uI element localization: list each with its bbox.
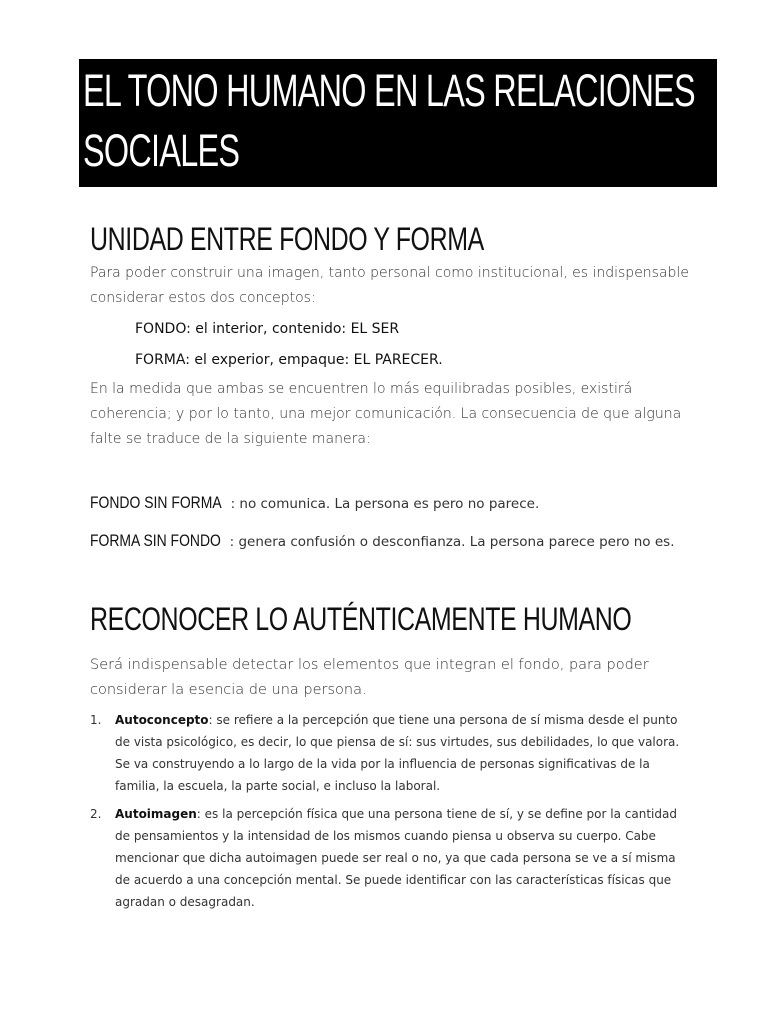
- definition-forma: FORMA: el experior, empaque: EL PARECER.: [135, 352, 443, 368]
- term-forma-sin-fondo: FORMA SIN FONDO: [90, 531, 221, 550]
- title-banner: [79, 59, 717, 187]
- elements-list: [90, 709, 680, 919]
- list-item-text: : se refiere a la percepción que tiene una persona de sí misma desde el punto de vista psicológico, es decir, lo que piensa de sí: sus virtudes, sus debilidades, lo que valora. Se va construyendo a lo largo de la vida por la influencia de personas significativas de la familia, la escuela, la parte social, e incluso la laboral.: [115, 713, 680, 793]
- list-item-number: 2.: [90, 807, 102, 821]
- term-forma-sin-fondo-text: : genera confusión o desconfianza. La persona parece pero no es.: [229, 534, 675, 550]
- definition-fondo: FONDO: el interior, contenido: EL SER: [135, 321, 400, 337]
- section1-intro: Para poder construir una imagen, tanto personal como institucional, es indispensable considerar estos dos conceptos:: [90, 265, 689, 306]
- section1-paragraph: En la medida que ambas se encuentren lo más equilibradas posibles, existirá coherencia; y por lo tanto, una mejor comunicación. La consecuencia de que alguna falte se traduce de la siguiente manera:: [90, 381, 682, 447]
- section2-intro: Será indispensable detectar los elementos que integran el fondo, para poder considerar la esencia de una persona.: [90, 657, 649, 698]
- section-heading-unidad: UNIDAD ENTRE FONDO Y FORMA: [90, 221, 484, 257]
- list-item-term: Autoconcepto: [115, 713, 209, 727]
- list-item-text: : es la percepción física que una persona tiene de sí, y se define por la cantidad de pensamientos y la intensidad de los mismos cuando piensa u observa su cuerpo. Cabe mencionar que dicha autoimagen puede ser real o no, ya que cada persona se ve a sí misma de acuerdo a una concepción mental. Se puede identificar con las características físicas que agradan o desagradan.: [115, 807, 677, 909]
- list-item: [90, 803, 680, 913]
- term-line-fondo-sin-forma: [90, 492, 539, 515]
- list-item-term: Autoimagen: [115, 807, 197, 821]
- list-item-number: 1.: [90, 713, 102, 727]
- term-fondo-sin-forma: FONDO SIN FORMA: [90, 493, 222, 512]
- term-line-forma-sin-fondo: [90, 530, 675, 553]
- list-item: [90, 709, 680, 797]
- document-title: EL TONO HUMANO EN LAS RELACIONES SOCIALES: [83, 65, 695, 176]
- section-heading-reconocer: RECONOCER LO AUTÉNTICAMENTE HUMANO: [90, 601, 632, 637]
- term-fondo-sin-forma-text: : no comunica. La persona es pero no parece.: [230, 496, 540, 512]
